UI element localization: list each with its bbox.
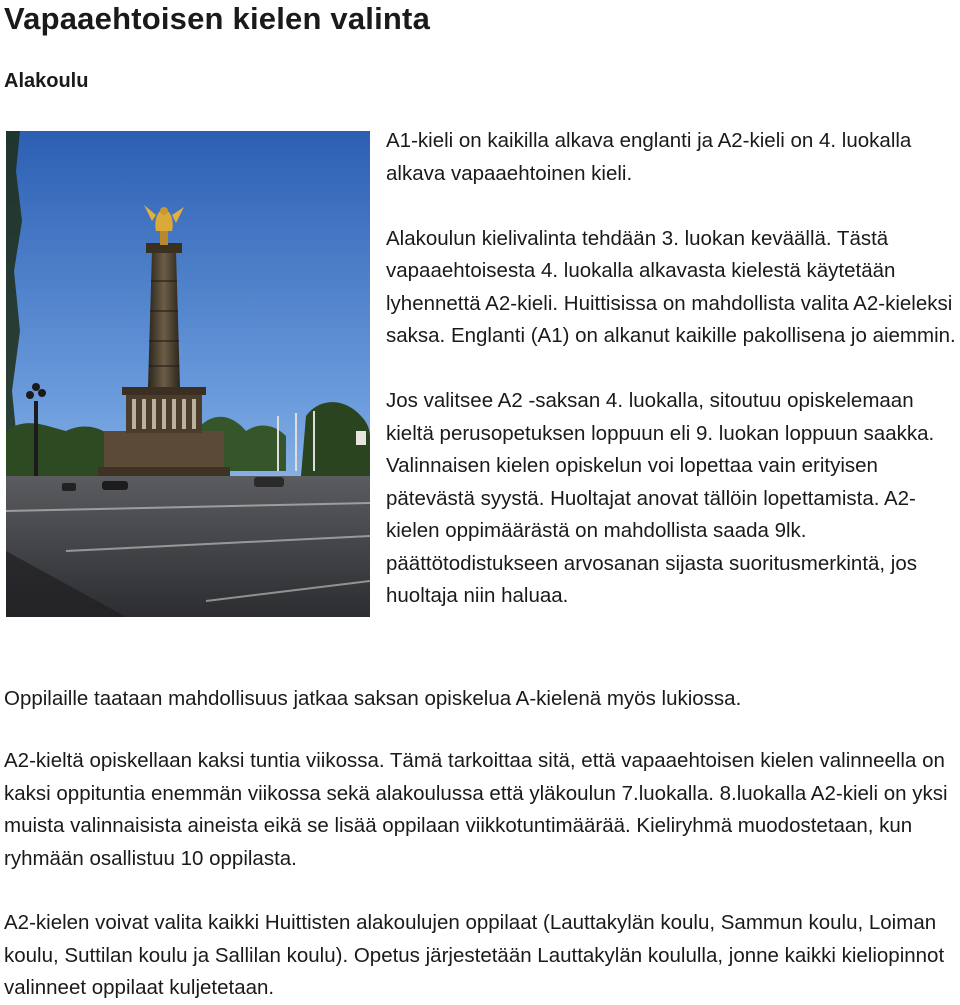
body-paragraph-lukio: Oppilaille taataan mahdollisuus jatkaa saksan opiskelua A-kielenä myös lukiossa. — [4, 687, 742, 710]
intro-paragraph-a1: A1-kieli on kaikilla alkava englanti ja A2-kieli on 4. luokalla alkava vapaaehtoinen kieli. — [386, 129, 912, 185]
page-title: Vapaaehtoisen kielen valinta — [4, 1, 431, 36]
section-heading: Alakoulu — [4, 70, 89, 92]
body-paragraph-schools: A2-kielen voivat valita kaikki Huittisten alakoulujen oppilaat (Lauttakylän koulu, Sammun koulu, Loiman koulu, Suttilan koulu ja Sallilan koulu). Opetus järjestetään Lauttakylän koululla, jonne kaikki kieliopinnot valinneet oppilaat kuljetetaan. — [4, 911, 945, 999]
intro-text — [4, 125, 956, 613]
intro-paragraph-selection: Alakoulun kielivalinta tehdään 3. luokan keväällä. Tästä vapaaehtoisesta 4. luokalla alkavasta kielestä käytetään lyhennettä A2-kieli. Huittisissa on mahdollista valita A2-kieleksi saksa. Englanti (A1) on alkanut kaikille pakollisena jo aiemmin. — [386, 226, 956, 347]
body-paragraph-hours: A2-kieltä opiskellaan kaksi tuntia viikossa. Tämä tarkoittaa sitä, että vapaaehtoisen kielen valinneella on kaksi oppituntia enemmän viikossa sekä alakoulussa että yläkoulun 7.luokalla. 8.luokalla A2-kieli on yksi muista valinnaisista aineista eikä se lisää oppilaan viikkotuntimäärää. Kieliryhmä muodostetaan, kun ryhmään osallistuu 10 oppilasta. — [4, 749, 948, 870]
intro-paragraph-commitment: Jos valitsee A2 -saksan 4. luokalla, sitoutuu opiskelemaan kieltä perusopetuksen loppuun eli 9. luokan loppuun saakka. Valinnaisen kielen opiskelun voi lopettaa vain erityisen pätevästä syystä. Huoltajat anovat tällöin lopettamista. A2-kielen oppimäärästä on mahdollista saada 9lk. päättötodistukseen arvosanan sijasta suoritusmerkintä, jos huoltaja niin haluaa. — [386, 389, 935, 607]
photo-spacer — [4, 125, 386, 613]
